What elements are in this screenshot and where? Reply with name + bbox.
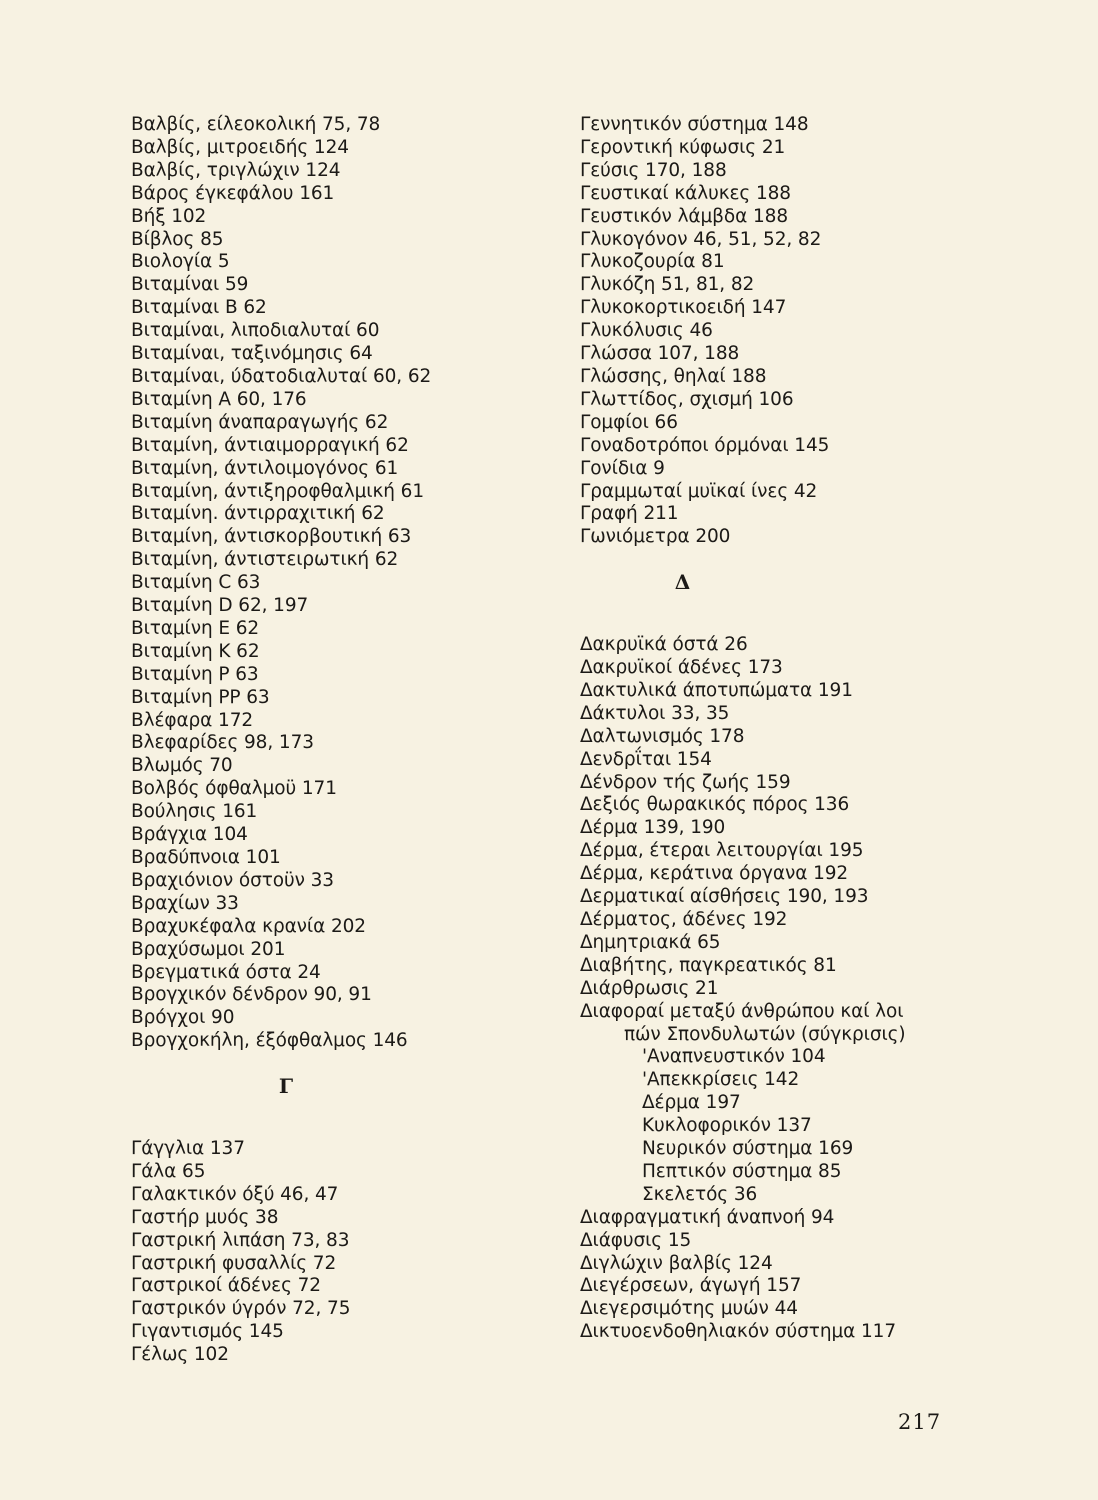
- index-entry: Γραφή 211: [580, 503, 679, 525]
- right-column: [580, 114, 980, 1344]
- index-entry: Βιταμίναι, ύδατοδιαλυταί 60, 62: [131, 365, 432, 387]
- index-entry: Βαλβίς, είλεοκολική 75, 78: [131, 114, 381, 135]
- index-entry: Γαστρική φυσαλλίς 72: [131, 1252, 337, 1274]
- index-entry: Βραχίων 33: [131, 892, 239, 914]
- index-entry: Βιταμίνη Ε 62: [131, 617, 260, 639]
- index-entry: Βιταμίναι, ταξινόμησις 64: [131, 343, 373, 365]
- index-entry: Δέρμα 197: [642, 1092, 741, 1114]
- index-entry: Γλώσσης, θηλαί 188: [580, 365, 767, 387]
- index-entry: Γλυκοκορτικοειδή 147: [580, 297, 787, 319]
- index-entry: Γλυκογόνον 46, 51, 52, 82: [580, 228, 822, 250]
- index-entry: Διάφυσις 15: [580, 1229, 692, 1251]
- index-entry: Βιταμίνη Α 60, 176: [131, 388, 307, 410]
- index-entry: Βιταμίνη, άντισκορβουτική 63: [131, 526, 412, 548]
- index-entry: Δέρματος, άδένες 192: [580, 908, 788, 930]
- index-entry: Βιταμίναι, λιποδιαλυταί 60: [131, 320, 380, 342]
- section-letter-gamma: Γ: [278, 1074, 294, 1099]
- right-entries-g: [580, 114, 980, 549]
- index-entry: Γομφίοι 66: [580, 411, 678, 433]
- index-entry: Κυκλοφορικόν 137: [642, 1115, 812, 1137]
- page-number: 217: [898, 1410, 942, 1434]
- index-entry: Διαβήτης, παγκρεατικός 81: [580, 954, 837, 976]
- index-entry: Βήξ 102: [131, 205, 207, 227]
- index-entry: Γλωττίδος, σχισμή 106: [580, 388, 794, 410]
- index-entry: Βιολογία 5: [131, 251, 230, 273]
- index-entry: Δάκτυλοι 33, 35: [580, 702, 730, 724]
- index-entry: Βραδύπνοια 101: [131, 847, 281, 868]
- index-entry: Διγλώχιν βαλβίς 124: [580, 1252, 773, 1274]
- index-entry: Γέλως 102: [131, 1344, 229, 1366]
- index-entry: Σκελετός 36: [642, 1183, 758, 1205]
- index-entry: Γαστρικόν ύγρόν 72, 75: [131, 1298, 351, 1320]
- index-entry: Γευστικόν λάμβδα 188: [580, 205, 788, 227]
- section-letter-delta: Δ: [674, 570, 691, 595]
- index-entry: Βιταμίνη. άντιρραχιτική 62: [131, 503, 385, 525]
- index-entry: Διεγέρσεων, άγωγή 157: [580, 1275, 802, 1297]
- index-entry: Γευστικαί κάλυκες 188: [580, 182, 791, 204]
- index-entry: Νευρικόν σύστημα 169: [642, 1138, 854, 1160]
- index-entry: Βρογχοκήλη, έξόφθαλμος 146: [131, 1030, 408, 1052]
- index-entry: Δακρυϊκά όστά 26: [580, 634, 748, 656]
- index-entry: Βλωμός 70: [131, 755, 233, 777]
- index-entry: Βιταμίνη, άντιλοιμογόνος 61: [131, 457, 399, 479]
- index-entry: πών Σπονδυλωτών (σύγκρισις): [624, 1023, 906, 1045]
- index-entry: Βαλβίς, μιτροειδής 124: [131, 136, 349, 158]
- index-entry: Διεγερσιμότης μυών 44: [580, 1298, 798, 1320]
- index-entry: Δέρμα 139, 190: [580, 817, 726, 839]
- index-entry: Βραχιόνιον όστοϋν 33: [131, 869, 334, 891]
- index-entry: Γαστρικοί άδένες 72: [131, 1275, 321, 1297]
- index-entry: Βιταμίναι Β 62: [131, 297, 267, 319]
- index-entry: Δεξιός θωρακικός πόρος 136: [580, 794, 850, 816]
- index-entry: Γονίδια 9: [580, 457, 665, 479]
- index-entry: Δαλτωνισμός 178: [580, 725, 745, 747]
- index-entry: Γαστήρ μυός 38: [131, 1206, 279, 1228]
- index-entry: Γάγγλια 137: [131, 1138, 245, 1160]
- index-entry: Δημητριακά 65: [580, 931, 721, 953]
- index-entry: Δικτυοενδοθηλιακόν σύστημα 117: [580, 1321, 897, 1343]
- index-entry: Γλυκοζουρία 81: [580, 251, 725, 273]
- left-column: [131, 114, 531, 1367]
- index-entry: Βλέφαρα 172: [131, 709, 254, 731]
- index-entry: Βλεφαρίδες 98, 173: [131, 732, 314, 754]
- index-entry: Δερματικαί αίσθήσεις 190, 193: [580, 886, 869, 908]
- index-entry: Δέρμα, έτεραι λειτουργίαι 195: [580, 840, 864, 862]
- index-entry: Πεπτικόν σύστημα 85: [642, 1160, 842, 1182]
- index-entry: Γοναδοτρόποι όρμόναι 145: [580, 434, 830, 456]
- index-entry: Βιταμίνη ΡΡ 63: [131, 686, 270, 708]
- index-entry: 'Αναπνευστικόν 104: [642, 1046, 826, 1068]
- index-entry: Διάρθρωσις 21: [580, 977, 719, 999]
- index-entry: Γλώσσα 107, 188: [580, 343, 740, 365]
- index-entry: Βιταμίνη Ρ 63: [131, 663, 259, 685]
- index-entry: Βιταμίναι 59: [131, 274, 249, 296]
- index-entry: Διαφραγματική άναπνοή 94: [580, 1206, 835, 1228]
- index-entry: Δακρυϊκοί άδένες 173: [580, 657, 783, 679]
- left-entries-b: [131, 114, 531, 1053]
- index-entry: Δακτυλικά άποτυπώματα 191: [580, 679, 853, 701]
- index-entry: Γραμμωταί μυϊκαί ίνες 42: [580, 480, 818, 502]
- index-entry: Δενδρΐται 154: [580, 748, 712, 770]
- index-entry: Βρεγματικά όστα 24: [131, 961, 321, 983]
- index-entry: Γεννητικόν σύστημα 148: [580, 114, 809, 135]
- index-entry: Βαλβίς, τριγλώχιν 124: [131, 159, 341, 181]
- index-entry: Βιταμίνη C 63: [131, 572, 261, 594]
- index-entry: 'Απεκκρίσεις 142: [642, 1069, 800, 1091]
- index-entry: Γωνιόμετρα 200: [580, 526, 731, 548]
- index-entry: Βράγχια 104: [131, 824, 248, 846]
- left-entries-g: [131, 1138, 531, 1367]
- index-entry: Δέρμα, κεράτινα όργανα 192: [580, 863, 849, 885]
- right-entries-d: [580, 634, 980, 1344]
- index-entry: Γαλακτικόν όξύ 46, 47: [131, 1183, 339, 1205]
- index-entry: Γεροντική κύφωσις 21: [580, 136, 786, 158]
- index-entry: Βίβλος 85: [131, 228, 224, 250]
- index-entry: Βούλησις 161: [131, 801, 258, 823]
- index-entry: Βιταμίνη D 62, 197: [131, 595, 309, 617]
- index-entry: Βραχυκέφαλα κρανία 202: [131, 915, 366, 937]
- index-entry: Βιταμίνη, άντιξηροφθαλμική 61: [131, 480, 425, 502]
- index-entry: Βιταμίνη, άντιαιμορραγική 62: [131, 434, 409, 456]
- index-entry: Βρόγχοι 90: [131, 1007, 235, 1029]
- index-entry: Βιταμίνη άναπαραγωγής 62: [131, 411, 389, 433]
- index-entry: Γάλα 65: [131, 1160, 206, 1182]
- index-entry: Γεύσις 170, 188: [580, 159, 727, 181]
- index-entry: Βρογχικόν δένδρον 90, 91: [131, 984, 372, 1006]
- index-entry: Γιγαντισμός 145: [131, 1321, 284, 1343]
- index-entry: Δένδρον τής ζωής 159: [580, 771, 791, 793]
- index-entry: Βιταμίνη, άντιστειρωτική 62: [131, 549, 399, 571]
- index-entry: Βολβός όφθαλμοϋ 171: [131, 778, 337, 800]
- index-entry: Γλυκόζη 51, 81, 82: [580, 274, 755, 296]
- index-entry: Βιταμίνη Κ 62: [131, 640, 260, 662]
- index-entry: Βάρος έγκεφάλου 161: [131, 182, 335, 204]
- index-entry: Γλυκόλυσις 46: [580, 320, 713, 342]
- index-entry: Διαφοραί μεταξύ άνθρώπου καί λοι: [580, 1000, 904, 1022]
- index-entry: Γαστρική λιπάση 73, 83: [131, 1229, 350, 1251]
- index-entry: Βραχύσωμοι 201: [131, 938, 286, 960]
